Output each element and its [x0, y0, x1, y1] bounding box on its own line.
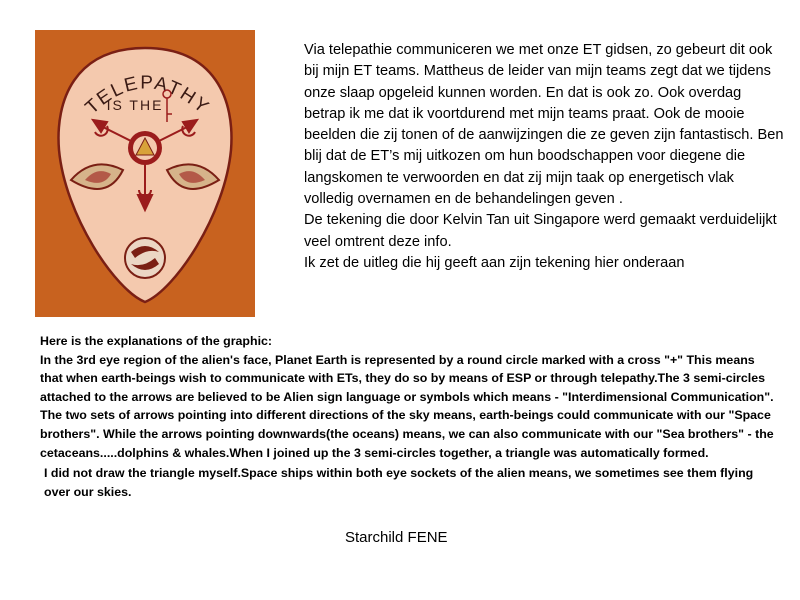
is-the-label: IS THE — [106, 97, 164, 113]
explanation-paragraph: In the 3rd eye region of the alien's face, Planet Earth is represented by a round circle marked with a cross "+" This means that when earth-beings wish to communicate with ETs, they do so by means of ESP or through telepathy.The 3 semi-circles attached to the arrows are believed to be Alien sign language or symbols which means - "Interdimensional Communication". The two sets of arrows pointing into different directions of the sky means, earth-beings could communicate with our "Space brothers". While the arrows pointing downwards(the oceans) means, we can also communicate with our "Sea brothers" - the cetaceans.....dolphins & whales.When I joined up the 3 semi-circles together, a triangle was automatically formed. — [40, 352, 774, 460]
english-explanation — [40, 332, 775, 501]
earth-icon — [128, 131, 162, 165]
explanation-heading: Here is the explanations of the graphic: — [40, 334, 273, 348]
dutch-paragraph: Ik zet de uitleg die hij geeft aan zijn tekening hier onderaan — [304, 254, 685, 271]
dolphins-icon — [125, 238, 165, 278]
explanation-paragraph: I did not draw the triangle myself.Space ships within both eye sockets of the alien means, we sometimes see them flying over our skies. — [44, 466, 754, 499]
telepathy-title: TELEPATHY — [81, 72, 214, 119]
dutch-paragraph: Via telepathie communiceren we met onze ET gidsen, zo gebeurt dit ook bij mijn ET teams. Mattheus de leider van mijn teams zegt dat we tijdens onze slaap opgeleid kunnen worden. En dat is ook zo. Ook overdag betrap ik me dat ik voortdurend met mijn teams praat. Ook de mooie beelden die zij tonen of de aanwijzingen die ze geven zijn fantastisch. Ben blij dat de ET’s mij uitkozen om hun boodschappen voor diegene die langskomen te verwoorden en dat zij mijn taak op energetisch vlak volledig overnamen en de behandelingen geven . — [304, 42, 784, 208]
telepathy-illustration — [35, 30, 255, 317]
dutch-paragraph: De tekening die door Kelvin Tan uit Singapore werd gemaakt verduidelijkt veel omtrent deze info. — [304, 212, 777, 250]
alien-face-drawing — [35, 30, 255, 317]
signature: Starchild FENE — [345, 529, 448, 546]
dutch-description — [304, 40, 784, 274]
